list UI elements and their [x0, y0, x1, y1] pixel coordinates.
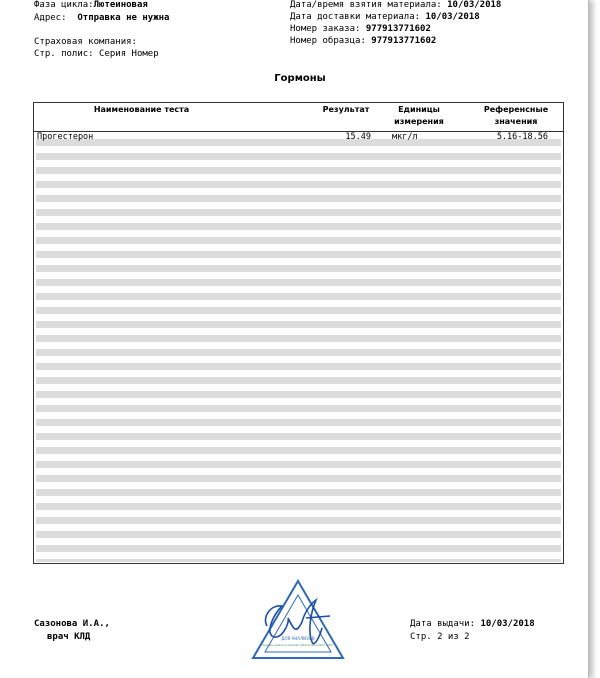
delivery-date [290, 12, 480, 23]
issue-date-value: 10/03/2018 [480, 619, 535, 629]
table-header [34, 103, 563, 132]
issue-date-label: Дата выдачи: [410, 619, 476, 629]
column-header-reference [474, 104, 558, 128]
column-header-test-name: Наименование теста [93, 105, 190, 114]
insurance-policy-label: Стр. полис: Серия Номер [34, 49, 159, 59]
order-number-value: 977913771602 [365, 24, 431, 34]
order-number-label: Номер заказа: [290, 24, 361, 34]
delivery-date-value: 10/03/2018 [425, 12, 480, 22]
cycle-phase [34, 0, 148, 11]
column-header-reference-line1: Референсные [483, 105, 549, 114]
column-header-result: Результат [322, 105, 370, 114]
address [34, 13, 169, 24]
order-number [290, 24, 431, 35]
column-header-reference-line2: значения [494, 117, 538, 126]
table-rows-background [36, 132, 561, 562]
delivery-date-label: Дата доставки материала: [290, 12, 421, 22]
column-header-units-line1: Единицы [398, 105, 440, 114]
doctor-name: Сазонова И.А., [34, 619, 110, 629]
address-value: Отправка не нужна [77, 13, 170, 23]
cycle-phase-label: Фаза цикла: [34, 0, 94, 10]
stamp-lab-name: Клинико-диагностический лаборатории ООО "КДЛ" [262, 644, 334, 647]
sample-date-label: Дата/время взятия материала: [290, 0, 442, 10]
specimen-number-label: Номер образца: [290, 36, 366, 46]
specimen-number-value: 977913771602 [371, 36, 437, 46]
results-table [33, 102, 564, 564]
doctor-title: врач КЛД [47, 632, 91, 642]
sample-date [290, 0, 501, 11]
column-header-units [384, 104, 454, 128]
specimen-number [290, 36, 436, 47]
stamp-text: ДЛЯ АНАЛИЗОВ [281, 636, 315, 641]
lab-stamp [250, 578, 346, 662]
row-result: 15.49 [345, 132, 371, 142]
row-units: мкг/л [392, 132, 418, 142]
section-title: Гормоны [274, 73, 326, 84]
sample-date-value: 10/03/2018 [447, 0, 502, 10]
page-number: Стр. 2 из 2 [410, 632, 470, 642]
address-label: Адрес: [34, 13, 67, 23]
cycle-phase-value: Лютеиновая [93, 0, 148, 10]
row-test-name: Прогестерон [37, 132, 94, 142]
issue-date [410, 619, 535, 630]
insurance-company-label: Страховая компания: [34, 37, 137, 47]
row-reference: 5.16-18.56 [496, 132, 548, 142]
column-header-units-line2: измерения [394, 117, 444, 126]
